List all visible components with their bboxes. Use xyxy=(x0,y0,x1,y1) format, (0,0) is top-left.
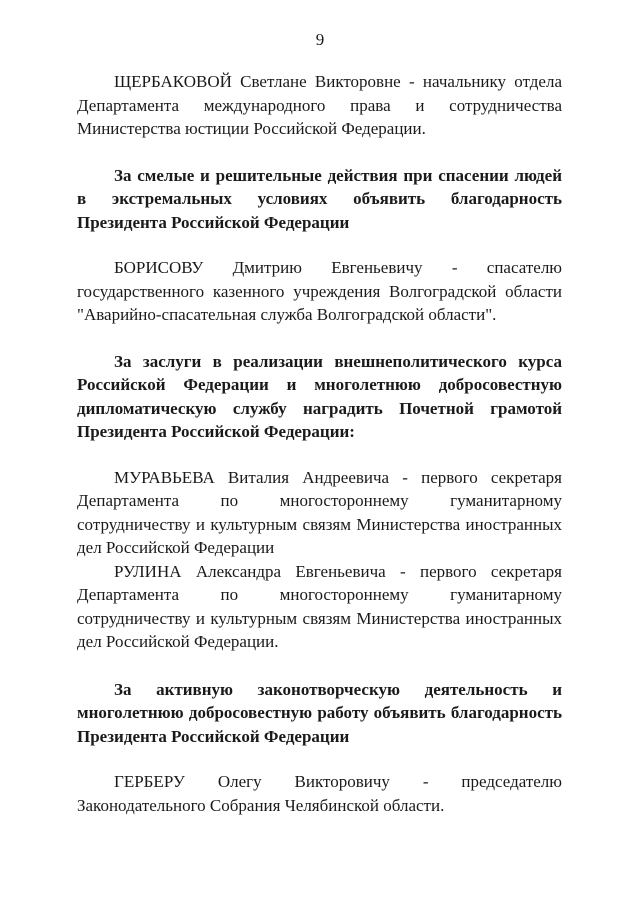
page-number: 9 xyxy=(315,30,325,49)
spacer xyxy=(77,327,562,350)
award-entry-muravyev: МУРАВЬЕВА Виталия Андреевича - первого секретаря Департамента по многостороннему гуманитарному сотрудничеству и культурным связям Министерства иностранных дел Российской Федерации xyxy=(77,467,562,557)
spacer xyxy=(77,748,562,770)
section-heading-rescue-gratitude: За смелые и решительные действия при спасении людей в экстремальных условиях объявить благодарность Президента Российской Федерации xyxy=(77,165,562,232)
spacer xyxy=(77,234,562,256)
award-entry-rulin: РУЛИНА Александра Евгеньевича - первого секретаря Департамента по многостороннему гуманитарному сотрудничеству и культурным связям Министерства иностранных дел Российской Федерации. xyxy=(77,561,562,651)
award-entry-shcherbakova: ЩЕРБАКОВОЙ Светлане Викторовне - начальнику отдела Департамента международного права и сотрудничества Министерства юстиции Российской Федерации. xyxy=(77,72,562,138)
section-heading-legislative-gratitude: За активную законотворческую деятельность и многолетнюю добросовестную работу объявить благодарность Президента Российской Федерации xyxy=(77,679,562,746)
spacer xyxy=(77,654,562,678)
award-entry-gerber: ГЕРБЕРУ Олегу Викторовичу - председателю Законодательного Собрания Челябинской области. xyxy=(77,772,562,815)
award-entry-borisov: БОРИСОВУ Дмитрию Евгеньевичу - спасателю государственного казенного учреждения Волгоградской области "Аварийно-спасательная служба Волгоградской области". xyxy=(77,258,562,324)
section-heading-diplomatic-certificate: За заслуги в реализации внешнеполитического курса Российской Федерации и многолетнюю добросовестную дипломатическую службу наградить Почетной грамотой Президента Российской Федерации: xyxy=(77,351,562,441)
spacer xyxy=(77,141,562,164)
document-body xyxy=(77,70,562,817)
spacer xyxy=(77,444,562,466)
